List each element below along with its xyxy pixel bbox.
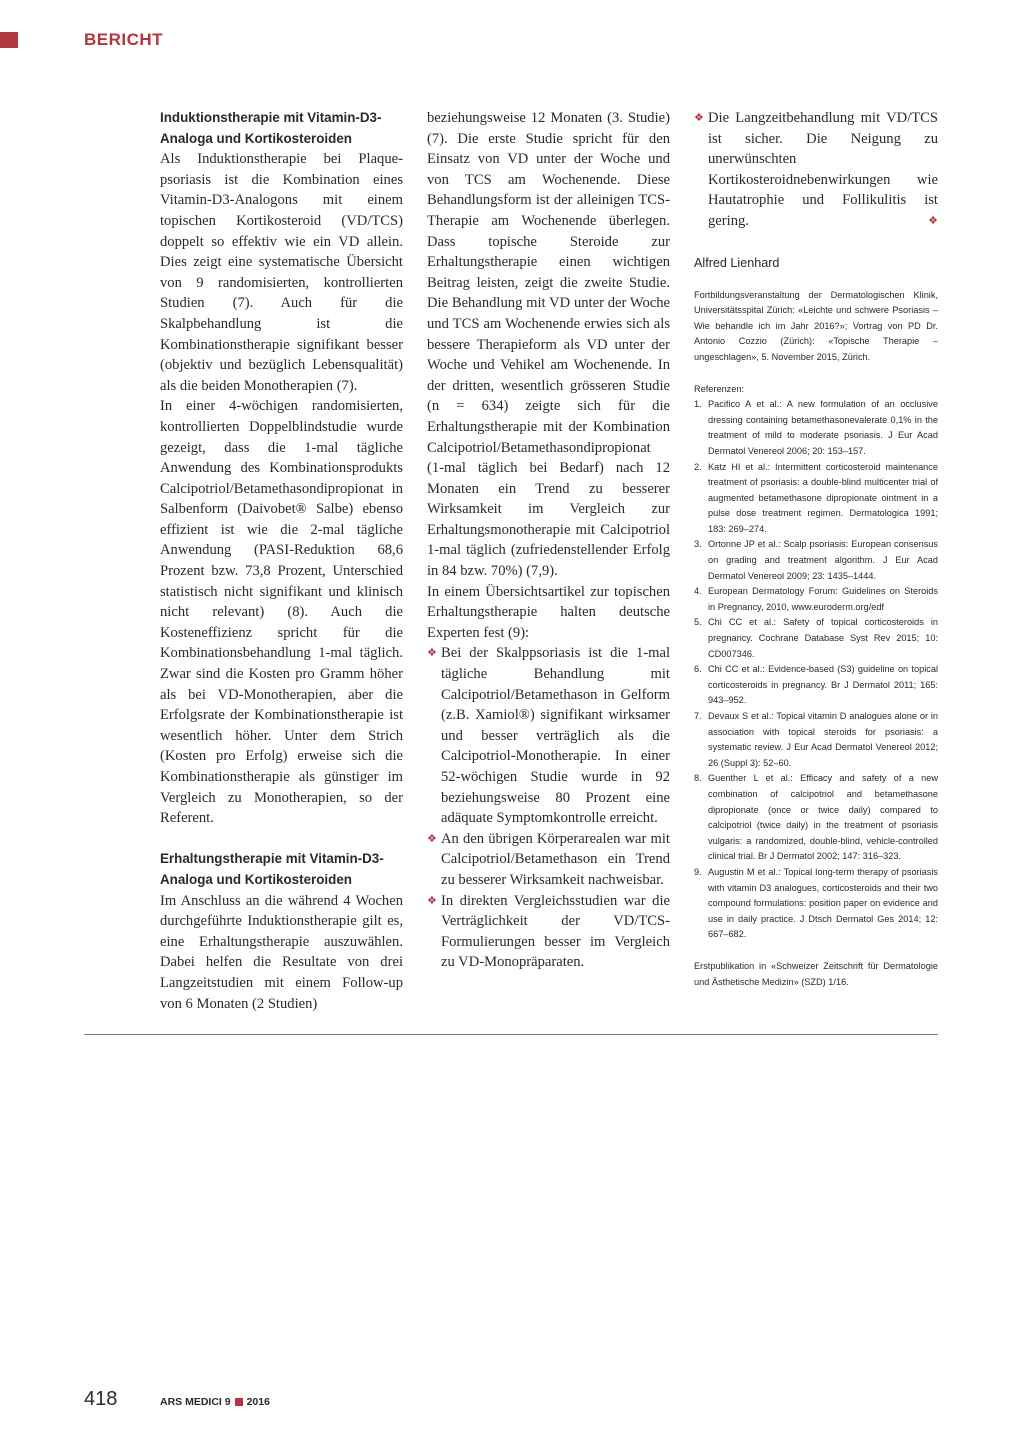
diamond-bullet-icon: ❖ [427,832,437,845]
source-note: Fortbildungsveranstaltung der Dermatologischen Klinik, Universitätsspital Zürich: «Leichte und schwere Psoriasis – Wie behandle ich im Jahr 2016?»; Vortrag von PD Dr. Antonio Cozzio (Zürich): «Topische Therapie – ungeschlagen», 5. November 2015, Zürich. [694,289,938,362]
list-item: ❖ In direkten Vergleichsstudien war die Verträglichkeit der VD/TCS-Formulierungen besser im Vergleich zu VD-Monopräparaten. [427,892,670,971]
diamond-bullet-icon: ❖ [694,112,704,124]
paragraph: Im Anschluss an die während 4 Wochen durchgeführte Induktionstherapie gilt es, eine Erhaltungstherapie auszuwählen. Dabei helfen die Resultate von drei Langzeitstudien mit einem Follow-up von 6 Monaten (2 Studien) [160,892,403,1012]
footer-square-icon [235,1398,243,1406]
paragraph: In einem Übersichtsartikel zur topischen Erhaltungstherapie halten deutsche Experten fest (9): [427,583,670,641]
reference-item: 4. European Dermatology Forum: Guidelines on Steroids in Pregnancy, 2010, www.euroderm.org/edf [694,586,938,612]
bullet-list [427,643,670,973]
section-label: BERICHT [84,30,164,49]
diamond-bullet-icon: ❖ [427,894,437,907]
column-2 [427,108,670,973]
publication-note: Erstpublikation in «Schweizer Zeitschrift für Dermatologie und Ästhetische Medizin» (SZD) 1/16. [694,960,938,987]
reference-item: 5. Chi CC et al.: Safety of topical corticosteroids in pregnancy. Cochrane Database Syst Rev 2015; 10: CD007346. [694,617,938,659]
subheading-induction: Induktionstherapie mit Vitamin-D3-Analoga und Kortikosteroiden [160,110,382,146]
references-list [694,397,938,943]
subheading-maintenance: Erhaltungstherapie mit Vitamin-D3-Analoga und Kortikosteroiden [160,851,384,887]
reference-item: 6. Chi CC et al.: Evidence-based (S3) guideline on topical corticosteroids in pregnancy. Br J Dermatol 2011; 165: 943–952. [694,664,938,706]
paragraph: In einer 4-wöchigen randomisierten, kontrollierten Doppelblindstudie wurde gezeigt, dass die 1-mal tägliche Anwendung des Kombinationsprodukts Calcipotriol/Betamethasondipropionat in Salbenform (Daivobet® Salbe) ebenso effizient ist wie die 2-mal tägliche Anwendung (PASI-Reduktion 68,6 Prozent bzw. 73,8 Prozent, Unterschied statistisch nicht signifikant und klinisch nicht relevant) (8). Auch die Kosteneffizienz spricht für die Kombinationsbehandlung 1-mal täglich. Zwar sind die Kosten pro Gramm höher als bei VD-Monotherapien, aber die Erfolgsrate der Kombinationstherapie ist wesentlich höher. Unter dem Strich (Kosten pro Erfolg) erweise sich die Kombinationstherapie als günstiger im Vergleich zu Monotherapien, so der Referent. [160,398,403,827]
diamond-bullet-icon: ❖ [427,647,437,660]
horizontal-rule [84,1034,938,1035]
column-3 [694,108,938,990]
reference-item: 2. Katz HI et al.: Intermittent corticosteroid maintenance treatment of psoriasis: a double-blind multicenter trial of augmented betamethasone dipropionate ointment in a pulse dose treatment regimen. Dermatologica 1991; 183: 269–274. [694,461,938,534]
paragraph: Als Induktionstherapie bei Plaquepsoriasis ist die Kombination eines Vitamin-D3-Analogons mit einem topischen Kortikosteroid (VD/TCS) doppelt so effektiv wie ein VD allein. Dies zeigt eine systematische Übersicht von 9 randomisierten, kontrollierten Studien (7). Auch für die Skalpbehandlung ist die Kombinationstherapie signifikant besser (objektiv und bezüglich Lebensqualität) als die beiden Monotherapien (7). [160,151,403,394]
list-item: ❖ Bei der Skalppsoriasis ist die 1-mal tägliche Behandlung mit Calcipotriol/Betamethason in Gelform (z.B. Xamiol®) signifikant wirksamer und besser verträglich als die Calcipotriol-Monotherapie. In einer 52-wöchigen Studie wurde in 92 beziehungsweise 80 Prozent eine adäquate Symptomkontrolle erreicht. [427,645,670,827]
magazine-name: ARS MEDICI 9 [160,1396,231,1408]
end-of-article-icon: ❖ [928,214,938,227]
reference-item: 9. Augustin M et al.: Topical long-term therapy of psoriasis with vitamin D3 analogues, corticosteroids and their two compound formulations: position paper on evidence and use in daily practice. J Dtsch Dermatol Ges 2014; 12: 667–682. [694,866,938,940]
list-item: ❖ Die Langzeitbehandlung mit VD/TCS ist sicher. Die Neigung zu unerwünschten Kortikosteroidnebenwirkungen wie Hautatrophie und Follikulitis ist gering. ❖ [694,108,938,232]
bullet-list [694,108,938,232]
reference-item: 1. Pacifico A et al.: A new formulation of an occlusive dressing containing betamethasonevalerate 0,1% in the treatment of mild to moderate psoriasis. J Eur Acad Dermatol Venereol 2006; 20: 153–157. [694,399,938,456]
author-name: Alfred Lienhard [694,255,780,270]
reference-item: 8. Guenther L et al.: Efficacy and safety of a new combination of calcipotriol and betamethasone dipropionate (once or twice daily) compared to calcipotriol (twice daily) in the treatment of psoriasis vulgaris: a randomized, double-blind, vehicle-controlled clinical trial. Br J Dermatol 2002; 147: 316–323. [694,773,938,862]
list-item: ❖ An den übrigen Körperarealen war mit Calcipotriol/Betamethason ein Trend zu besserer Wirksamkeit nachweisbar. [427,830,670,888]
reference-item: 7. Devaux S et al.: Topical vitamin D analogues alone or in association with topical steroids for psoriasis: a systematic review. J Eur Acad Dermatol Venereol 2012; 26 (Suppl 3): 52–60. [694,711,938,768]
column-1 [160,108,403,1014]
page-number: 418 [84,1388,118,1410]
footer-magazine [160,1396,270,1408]
magazine-year: 2016 [246,1396,270,1408]
header-accent-bar [0,32,18,48]
reference-item: 3. Ortonne JP et al.: Scalp psoriasis: European consensus on grading and treatment algorithm. J Eur Acad Dermatol Venereol 2009; 23: 1435–1444. [694,539,938,581]
references-title: Referenzen: [694,383,745,394]
paragraph: beziehungsweise 12 Monaten (3. Studie) (7). Die erste Studie spricht für den Einsatz von VD unter der Woche und von TCS am Wochenende. Diese Behandlungsform ist der alleinigen TCS-Therapie am Wochenende überlegen. Dass topische Steroide zur Erhaltungstherapie einen wichtigen Beitrag leisten, zeigt die zweite Studie. Die Behandlung mit VD unter der Woche und TCS am Wochenende erwies sich als bessere Therapieform als VD unter der Woche und Vehikel am Wochenende. In der dritten, wesentlich grösseren Studie (n = 634) zeigte sich für die Erhaltungstherapie mit der Kombination Calcipotriol/Betamethasondipropionat (1-mal täglich bei Bedarf) nach 12 Monaten ein Trend zu besserer Wirksamkeit im Vergleich zur Erhaltungsmonotherapie mit Calcipotriol 1-mal täglich (zufriedenstellender Erfolg in 84 bzw. 70%) (7,9). [427,110,670,580]
